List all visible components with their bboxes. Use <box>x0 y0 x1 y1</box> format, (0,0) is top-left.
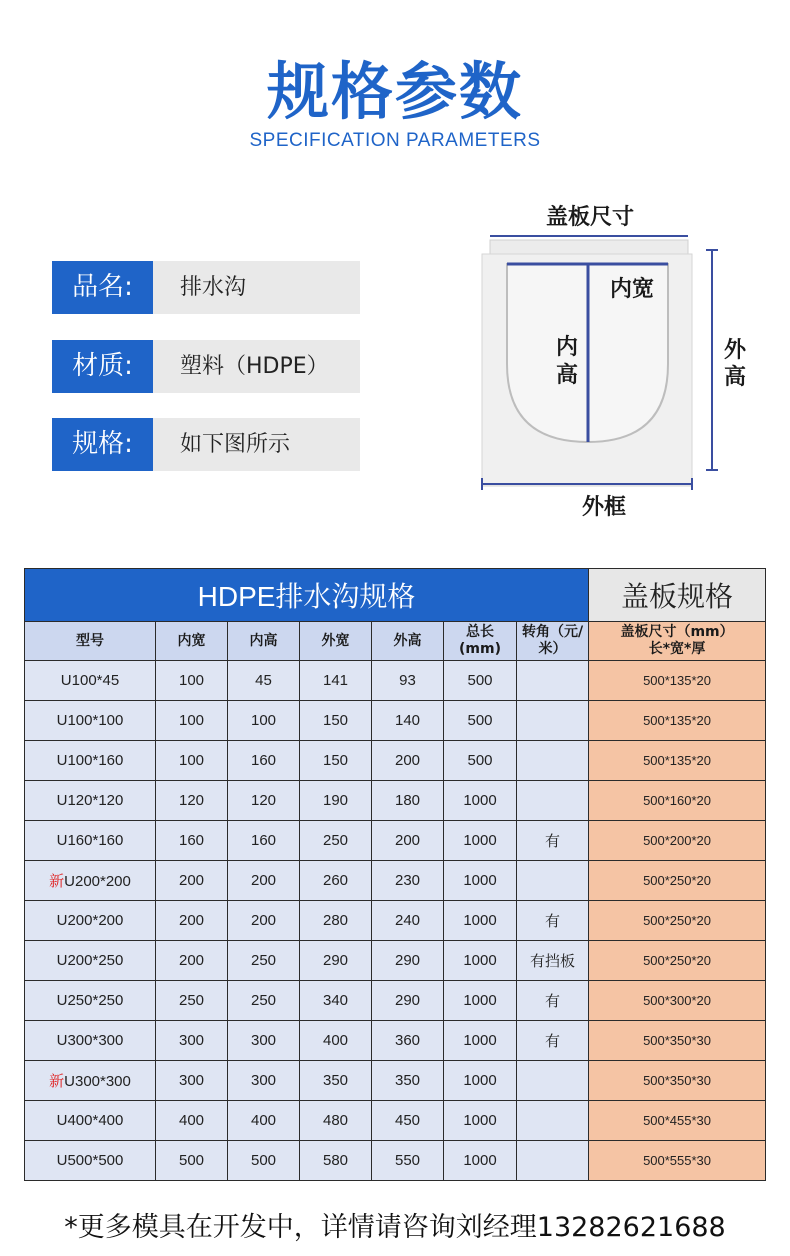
cell-model <box>25 821 156 861</box>
cell-model <box>25 981 156 1021</box>
table-row <box>25 941 766 981</box>
table-row <box>25 701 766 741</box>
cell-outer-width: 150 <box>300 701 372 741</box>
cell-total-length: 1000 <box>444 861 517 901</box>
cell-corner <box>517 1061 589 1101</box>
model-name: U400*400 <box>56 1112 124 1129</box>
cell-corner <box>517 741 589 781</box>
cell-total-length: 1000 <box>444 981 517 1021</box>
cell-cover-size: 500*200*20 <box>589 821 766 861</box>
cell-inner-width: 250 <box>156 981 228 1021</box>
cell-model <box>25 901 156 941</box>
cell-model <box>25 781 156 821</box>
col-header-cover-line1: 盖板尺寸（mm） <box>620 624 734 640</box>
cell-model <box>25 1141 156 1181</box>
cell-corner: 有 <box>517 901 589 941</box>
spec-table <box>24 568 766 1181</box>
cell-outer-width: 480 <box>300 1101 372 1141</box>
col-header-cover-line2: 长*宽*厚 <box>648 641 706 657</box>
spec-table-body <box>25 661 766 1181</box>
cell-outer-width: 350 <box>300 1061 372 1101</box>
cell-outer-width: 290 <box>300 941 372 981</box>
cell-corner <box>517 861 589 901</box>
cell-outer-width: 580 <box>300 1141 372 1181</box>
cell-cover-size: 500*135*20 <box>589 701 766 741</box>
cell-model <box>25 1101 156 1141</box>
model-name: U120*120 <box>56 792 124 809</box>
cell-outer-width: 250 <box>300 821 372 861</box>
cell-inner-height: 200 <box>228 861 300 901</box>
cell-outer-height: 290 <box>372 981 444 1021</box>
diagram-outer-height-label-1: 外 <box>723 338 747 363</box>
col-header-inner-width: 内宽 <box>156 622 228 661</box>
info-row-material <box>52 340 360 393</box>
cell-total-length: 1000 <box>444 821 517 861</box>
cell-corner: 有挡板 <box>517 941 589 981</box>
info-label-material: 材质: <box>52 340 153 393</box>
diagram-inner-height-label-2: 高 <box>555 363 579 388</box>
table-header-row <box>25 622 766 661</box>
diagram-cover-size-label: 盖板尺寸 <box>545 205 635 230</box>
cell-outer-width: 141 <box>300 661 372 701</box>
cell-inner-width: 100 <box>156 661 228 701</box>
cell-outer-height: 180 <box>372 781 444 821</box>
cell-inner-width: 120 <box>156 781 228 821</box>
diagram-outer-height-label-2: 高 <box>723 365 747 390</box>
info-row-spec <box>52 418 360 471</box>
table-row <box>25 1101 766 1141</box>
table-row <box>25 821 766 861</box>
table-band-main: HDPE排水沟规格 <box>25 569 589 622</box>
new-model-tag: 新 <box>49 873 65 890</box>
cell-inner-width: 160 <box>156 821 228 861</box>
cell-corner <box>517 781 589 821</box>
col-header-total-length-line1: 总长 <box>466 624 494 640</box>
cell-outer-width: 340 <box>300 981 372 1021</box>
cell-cover-size: 500*455*30 <box>589 1101 766 1141</box>
cell-corner <box>517 661 589 701</box>
cell-outer-height: 140 <box>372 701 444 741</box>
model-name: U200*250 <box>56 952 124 969</box>
channel-dimension-diagram <box>470 192 760 522</box>
model-name: U200*200 <box>64 873 131 890</box>
diagram-outer-frame-label: 外框 <box>581 495 627 520</box>
col-header-outer-height: 外高 <box>372 622 444 661</box>
cell-corner: 有 <box>517 1021 589 1061</box>
cell-outer-height: 350 <box>372 1061 444 1101</box>
cell-total-length: 500 <box>444 741 517 781</box>
col-header-total-length <box>444 622 517 661</box>
cell-cover-size: 500*350*30 <box>589 1021 766 1061</box>
cell-inner-height: 160 <box>228 821 300 861</box>
info-value-material: 塑料（HDPE） <box>180 354 329 379</box>
cell-total-length: 500 <box>444 661 517 701</box>
cell-inner-width: 100 <box>156 741 228 781</box>
cell-outer-height: 360 <box>372 1021 444 1061</box>
cell-cover-size: 500*135*20 <box>589 661 766 701</box>
table-row <box>25 1141 766 1181</box>
cell-cover-size: 500*135*20 <box>589 741 766 781</box>
cell-total-length: 1000 <box>444 1141 517 1181</box>
cell-inner-height: 45 <box>228 661 300 701</box>
cell-outer-height: 450 <box>372 1101 444 1141</box>
cell-total-length: 1000 <box>444 1021 517 1061</box>
cell-total-length: 1000 <box>444 781 517 821</box>
cell-inner-width: 300 <box>156 1061 228 1101</box>
cell-outer-width: 190 <box>300 781 372 821</box>
cell-inner-height: 200 <box>228 901 300 941</box>
footer-contact-note: *更多模具在开发中，详情请咨询刘经理13282621688 <box>64 1212 726 1243</box>
cell-inner-width: 200 <box>156 901 228 941</box>
col-header-total-length-line2: (mm) <box>459 641 501 657</box>
cell-inner-height: 120 <box>228 781 300 821</box>
col-header-inner-height: 内高 <box>228 622 300 661</box>
cell-model <box>25 1021 156 1061</box>
col-header-corner-line1: 转角（元/ <box>521 624 584 640</box>
cell-model <box>25 1061 156 1101</box>
model-name: U250*250 <box>56 992 124 1009</box>
col-header-outer-width: 外宽 <box>300 622 372 661</box>
cell-cover-size: 500*300*20 <box>589 981 766 1021</box>
table-row <box>25 1021 766 1061</box>
info-value-name: 排水沟 <box>180 275 247 300</box>
diagram-inner-height-label-1: 内 <box>555 335 579 360</box>
cell-corner <box>517 1141 589 1181</box>
cell-outer-height: 200 <box>372 741 444 781</box>
cell-cover-size: 500*250*20 <box>589 861 766 901</box>
cell-cover-size: 500*250*20 <box>589 901 766 941</box>
cell-total-length: 1000 <box>444 941 517 981</box>
col-header-corner-line2: 米） <box>538 641 567 657</box>
cell-corner: 有 <box>517 821 589 861</box>
cell-cover-size: 500*555*30 <box>589 1141 766 1181</box>
model-name: U300*300 <box>64 1073 131 1090</box>
cell-model <box>25 661 156 701</box>
cell-outer-width: 400 <box>300 1021 372 1061</box>
table-row <box>25 901 766 941</box>
model-name: U500*500 <box>56 1152 124 1169</box>
page-subtitle: SPECIFICATION PARAMETERS <box>249 130 541 151</box>
cell-inner-width: 300 <box>156 1021 228 1061</box>
cell-inner-width: 100 <box>156 701 228 741</box>
cell-total-length: 500 <box>444 701 517 741</box>
model-name: U100*160 <box>56 752 124 769</box>
cell-outer-width: 260 <box>300 861 372 901</box>
info-label-name: 品名: <box>52 261 153 314</box>
col-header-cover <box>589 622 766 661</box>
channel-diagram-svg <box>470 192 760 522</box>
table-row <box>25 661 766 701</box>
cell-total-length: 1000 <box>444 901 517 941</box>
cell-inner-width: 200 <box>156 941 228 981</box>
cell-model <box>25 861 156 901</box>
new-model-tag: 新 <box>49 1073 65 1090</box>
cell-cover-size: 500*160*20 <box>589 781 766 821</box>
table-row <box>25 781 766 821</box>
cell-outer-height: 230 <box>372 861 444 901</box>
cell-outer-height: 93 <box>372 661 444 701</box>
cell-corner: 有 <box>517 981 589 1021</box>
model-name: U100*100 <box>56 712 124 729</box>
col-header-model: 型号 <box>25 622 156 661</box>
cell-cover-size: 500*350*30 <box>589 1061 766 1101</box>
cell-total-length: 1000 <box>444 1061 517 1101</box>
cell-total-length: 1000 <box>444 1101 517 1141</box>
table-row <box>25 741 766 781</box>
cell-inner-height: 300 <box>228 1021 300 1061</box>
cell-outer-height: 290 <box>372 941 444 981</box>
cell-inner-width: 200 <box>156 861 228 901</box>
info-value-spec: 如下图所示 <box>180 432 291 457</box>
cell-inner-height: 250 <box>228 981 300 1021</box>
table-row <box>25 1061 766 1101</box>
cell-cover-size: 500*250*20 <box>589 941 766 981</box>
table-band-row <box>25 569 766 622</box>
cell-inner-width: 500 <box>156 1141 228 1181</box>
table-row <box>25 981 766 1021</box>
model-name: U100*45 <box>60 672 120 689</box>
cell-outer-width: 280 <box>300 901 372 941</box>
cell-model <box>25 941 156 981</box>
cell-inner-width: 400 <box>156 1101 228 1141</box>
diagram-inner-width-label: 内宽 <box>609 277 655 302</box>
info-label-spec: 规格: <box>52 418 153 471</box>
table-row <box>25 861 766 901</box>
cell-inner-height: 500 <box>228 1141 300 1181</box>
cell-model <box>25 701 156 741</box>
cell-outer-height: 240 <box>372 901 444 941</box>
cell-inner-height: 250 <box>228 941 300 981</box>
table-band-cover: 盖板规格 <box>589 569 766 622</box>
cell-corner <box>517 701 589 741</box>
model-name: U300*300 <box>56 1032 124 1049</box>
cell-outer-height: 550 <box>372 1141 444 1181</box>
cell-outer-width: 150 <box>300 741 372 781</box>
cell-outer-height: 200 <box>372 821 444 861</box>
cell-inner-height: 400 <box>228 1101 300 1141</box>
col-header-corner <box>517 622 589 661</box>
cell-inner-height: 100 <box>228 701 300 741</box>
cell-model <box>25 741 156 781</box>
model-name: U200*200 <box>56 912 124 929</box>
cell-corner <box>517 1101 589 1141</box>
cell-inner-height: 300 <box>228 1061 300 1101</box>
page-title: 规格参数 <box>266 55 523 128</box>
info-row-name <box>52 261 360 314</box>
cell-inner-height: 160 <box>228 741 300 781</box>
model-name: U160*160 <box>56 832 124 849</box>
